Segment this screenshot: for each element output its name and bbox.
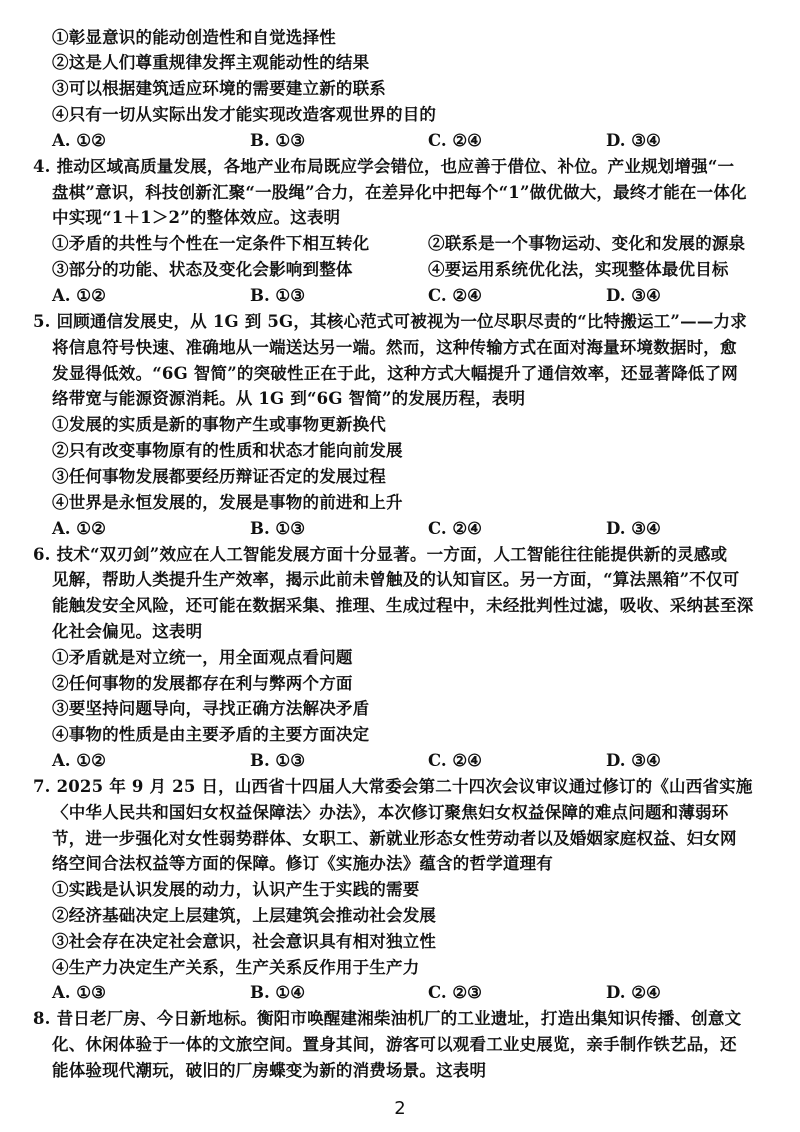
q5-stem-line-4: 络带宽与能源资源消耗。从 1G 到“6G 智简”的发展历程，表明 — [52, 389, 526, 408]
q5-option-c: C. ②④ — [428, 519, 482, 538]
q4-option-b: B. ①③ — [250, 286, 306, 305]
q7-statement-3: ③社会存在决定社会意识，社会意识具有相对独立性 — [52, 932, 437, 951]
q5-option-d: D. ③④ — [606, 519, 661, 538]
q7-statement-2: ②经济基础决定上层建筑，上层建筑会推动社会发展 — [52, 906, 437, 925]
q8-stem-line-3: 能体验现代潮玩，破旧的厂房蝶变为新的消费场景。这表明 — [52, 1061, 487, 1080]
q5-statement-3: ③任何事物发展都要经历辩证否定的发展过程 — [52, 467, 386, 486]
q7-option-c: C. ②③ — [428, 983, 482, 1002]
q4-option-a: A. ①② — [52, 286, 106, 305]
q3-statement-2: ②这是人们尊重规律发挥主观能动性的结果 — [52, 53, 370, 72]
q7-stem-line-2: 〈中华人民共和国妇女权益保障法〉办法》，本次修订聚焦妇女权益保障的难点问题和薄弱环 — [52, 803, 729, 822]
q8-stem-line-1: 8. 昔日老厂房、今日新地标。衡阳市唤醒建湘柴油机厂的工业遗址，打造出集知识传播、创意文 — [33, 1009, 742, 1028]
page-number: 2 — [394, 1098, 406, 1119]
q6-stem-line-3: 能触发安全风险，还可能在数据采集、推理、生成过程中，未经批判性过滤，吸收、采纳甚至深 — [52, 596, 754, 615]
q3-option-c: C. ②④ — [428, 131, 482, 150]
q4-stem-line-2: 盘棋”意识，科技创新汇聚“一股绳”合力，在差异化中把每个“1”做优做大，最终才能在一体化 — [52, 183, 747, 202]
q8-stem-line-2: 化、休闲体验于一体的文旅空间。置身其间，游客可以观看工业史展览，亲手制作铁艺品，还 — [52, 1035, 737, 1054]
q4-option-d: D. ③④ — [606, 286, 661, 305]
q7-option-a: A. ①③ — [52, 983, 106, 1002]
q5-option-a: A. ①② — [52, 519, 106, 538]
q3-statement-1: ①彰显意识的能动创造性和自觉选择性 — [52, 28, 336, 47]
q5-option-b: B. ①③ — [250, 519, 306, 538]
q5-stem-line-2: 将信息符号快速、准确地从一端送达另一端。然而，这种传输方式在面对海量环境数据时，愈 — [52, 338, 737, 357]
q6-option-c: C. ②④ — [428, 751, 482, 770]
q6-statement-1: ①矛盾就是对立统一，用全面观点看问题 — [52, 648, 353, 667]
q7-stem-line-3: 节，进一步强化对女性弱势群体、女职工、新就业形态女性劳动者以及婚姻家庭权益、妇女网 — [52, 829, 737, 848]
q6-stem-line-4: 化社会偏见。这表明 — [52, 622, 203, 641]
q6-stem-line-2: 见解，帮助人类提升生产效率，揭示此前未曾触及的认知盲区。另一方面，“算法黑箱”不仅可 — [52, 570, 740, 589]
q7-stem-line-4: 络空间合法权益等方面的保障。修订《实施办法》蕴含的哲学道理有 — [52, 854, 553, 873]
q4-option-c: C. ②④ — [428, 286, 482, 305]
q5-statement-2: ②只有改变事物原有的性质和状态才能向前发展 — [52, 441, 403, 460]
q4-statement-2: ②联系是一个事物运动、变化和发展的源泉 — [428, 234, 746, 253]
q3-option-a: A. ①② — [52, 131, 106, 150]
q3-option-b: B. ①③ — [250, 131, 306, 150]
q5-statement-1: ①发展的实质是新的事物产生或事物更新换代 — [52, 415, 386, 434]
q7-statement-1: ①实践是认识发展的动力，认识产生于实践的需要 — [52, 880, 420, 899]
q6-statement-2: ②任何事物的发展都存在利与弊两个方面 — [52, 674, 353, 693]
q6-option-d: D. ③④ — [606, 751, 661, 770]
q7-option-b: B. ①④ — [250, 983, 306, 1002]
q4-stem-line-3: 中实现“1＋1＞2”的整体效应。这表明 — [52, 208, 341, 227]
q7-stem-line-1: 7. 2025 年 9 月 25 日，山西省十四届人大常委会第二十四次会议审议通过修订的《山西省实施 — [33, 777, 753, 796]
q4-statement-1: ①矛盾的共性与个性在一定条件下相互转化 — [52, 234, 370, 253]
q5-stem-line-1: 5. 回顾通信发展史，从 1G 到 5G，其核心范式可被视为一位尽职尽责的“比特搬运工”——力求 — [33, 312, 747, 331]
q3-statement-4: ④只有一切从实际出发才能实现改造客观世界的目的 — [52, 105, 437, 124]
q6-statement-3: ③要坚持问题导向，寻找正确方法解决矛盾 — [52, 699, 370, 718]
q6-statement-4: ④事物的性质是由主要矛盾的主要方面决定 — [52, 725, 370, 744]
q6-option-b: B. ①③ — [250, 751, 306, 770]
q7-option-d: D. ②④ — [606, 983, 661, 1002]
q5-statement-4: ④世界是永恒发展的，发展是事物的前进和上升 — [52, 493, 403, 512]
q7-statement-4: ④生产力决定生产关系，生产关系反作用于生产力 — [52, 958, 420, 977]
q4-stem-line-1: 4. 推动区域高质量发展，各地产业布局既应学会错位，也应善于借位、补位。产业规划增强“一 — [33, 157, 735, 176]
q6-stem-line-1: 6. 技术“双刃剑”效应在人工智能发展方面十分显著。一方面，人工智能往往能提供新的灵感或 — [33, 545, 728, 564]
q6-option-a: A. ①② — [52, 751, 106, 770]
q4-statement-4: ④要运用系统优化法，实现整体最优目标 — [428, 260, 729, 279]
q3-option-d: D. ③④ — [606, 131, 661, 150]
q3-statement-3: ③可以根据建筑适应环境的需要建立新的联系 — [52, 79, 386, 98]
q4-statement-3: ③部分的功能、状态及变化会影响到整体 — [52, 260, 353, 279]
q5-stem-line-3: 发显得低效。“6G 智简”的突破性正在于此，这种方式大幅提升了通信效率，还显著降低了网 — [52, 364, 738, 383]
